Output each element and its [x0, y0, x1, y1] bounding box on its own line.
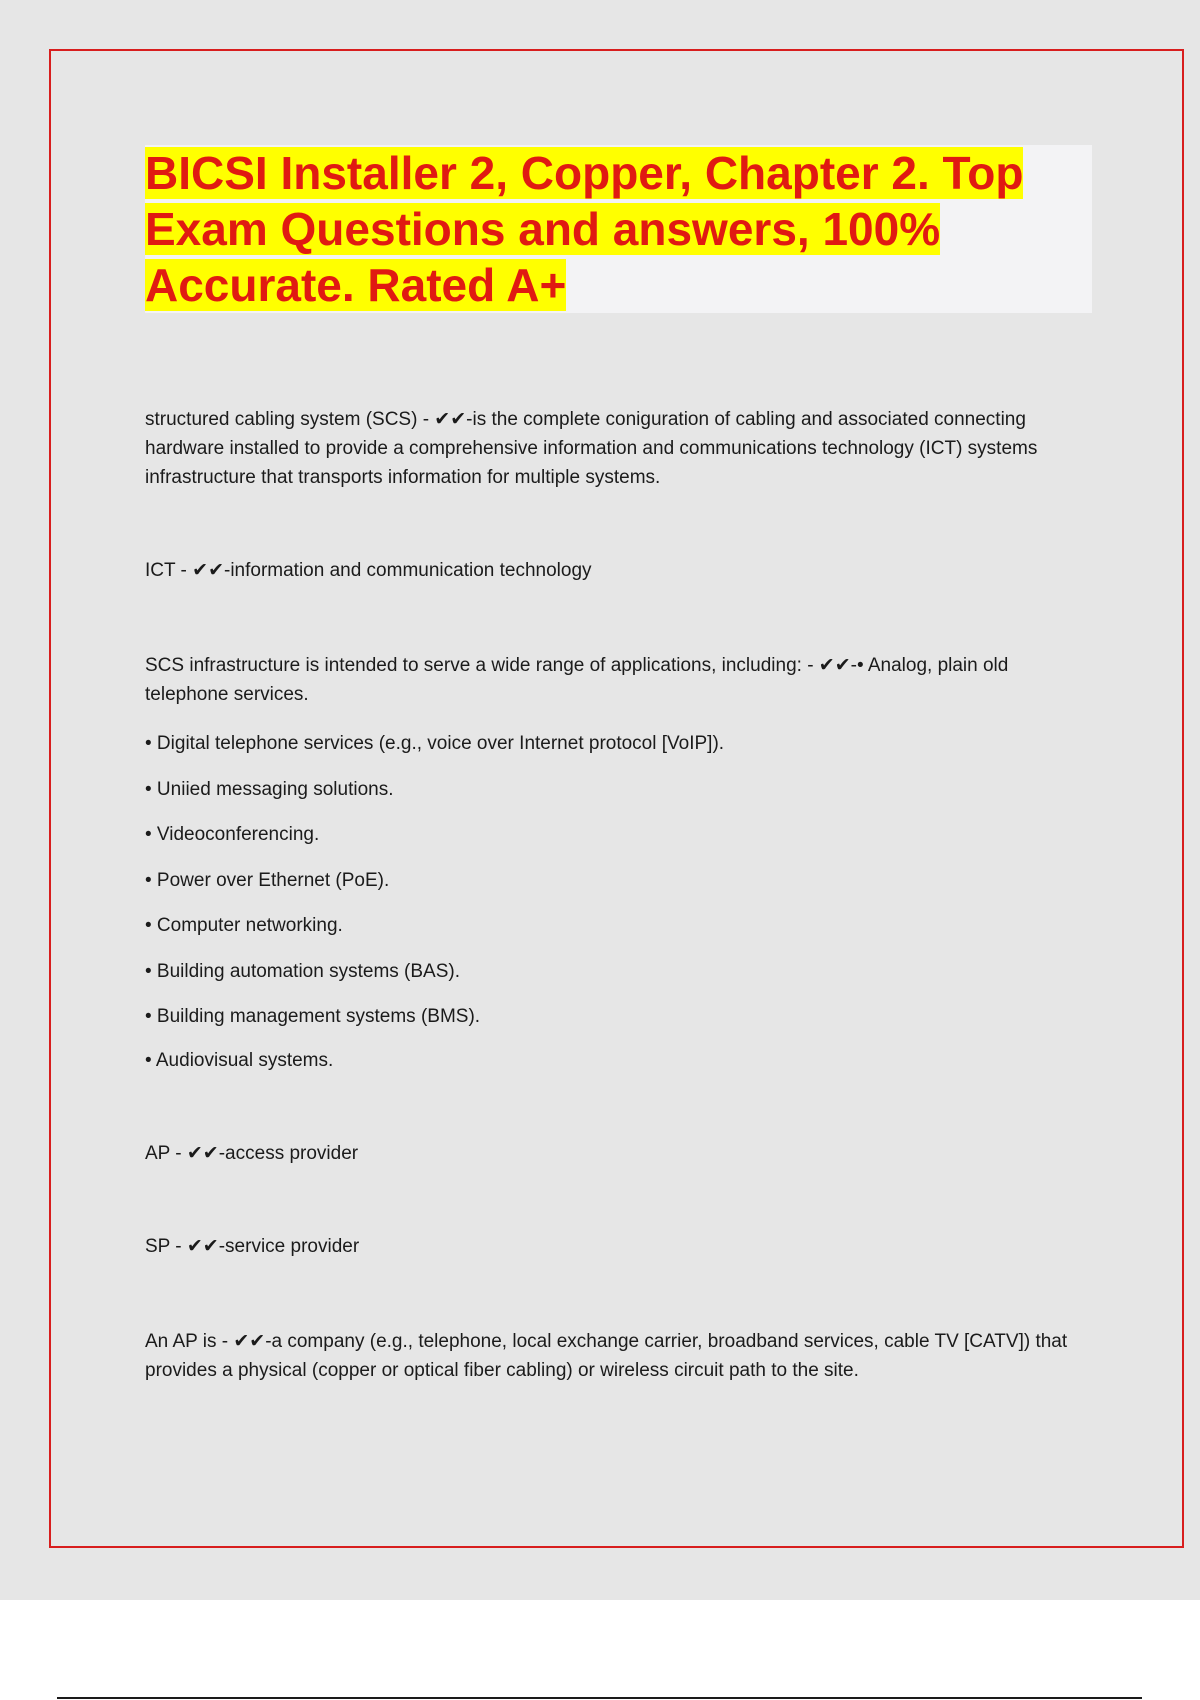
- bullet-item: • Building automation systems (BAS).: [145, 961, 461, 982]
- entry-scs: structured cabling system (SCS) - ✔✔-is the complete coniguration of cabling and associated connecting hardware installed to provide a comprehensive information and communications technology (ICT) systems infrastructure that transports information for multiple systems.: [145, 409, 1038, 488]
- document-title: [145, 145, 1092, 313]
- bullet-item: • Power over Ethernet (PoE).: [145, 870, 390, 891]
- title-block: [145, 145, 1092, 313]
- bullet-item: • Building management systems (BMS).: [145, 1006, 481, 1027]
- entry-sp: SP - ✔✔-service provider: [145, 1236, 360, 1257]
- bullet-item: • Computer networking.: [145, 915, 343, 936]
- bullet-item: • Uniied messaging solutions.: [145, 779, 394, 800]
- bullet-item: • Audiovisual systems.: [145, 1050, 334, 1071]
- title-text: BICSI Installer 2, Copper, Chapter 2. Top Exam Questions and answers, 100% Accurate. Rated A+: [145, 147, 1024, 311]
- entry-ict: ICT - ✔✔-information and communication technology: [145, 560, 592, 581]
- footer-rule: [57, 1697, 1142, 1699]
- entry-scs-applications: SCS infrastructure is intended to serve a wide range of applications, including: - ✔✔-• Analog, plain old telephone services.: [145, 655, 1009, 705]
- entry-ap: AP - ✔✔-access provider: [145, 1143, 359, 1164]
- entry-ap-definition: An AP is - ✔✔-a company (e.g., telephone, local exchange carrier, broadband services, cable TV [CATV]) that provides a physical (copper or optical fiber cabling) or wireless circuit path to the site.: [145, 1331, 1068, 1381]
- bullet-item: • Digital telephone services (e.g., voice over Internet protocol [VoIP]).: [145, 733, 725, 754]
- bullet-item: • Videoconferencing.: [145, 824, 320, 845]
